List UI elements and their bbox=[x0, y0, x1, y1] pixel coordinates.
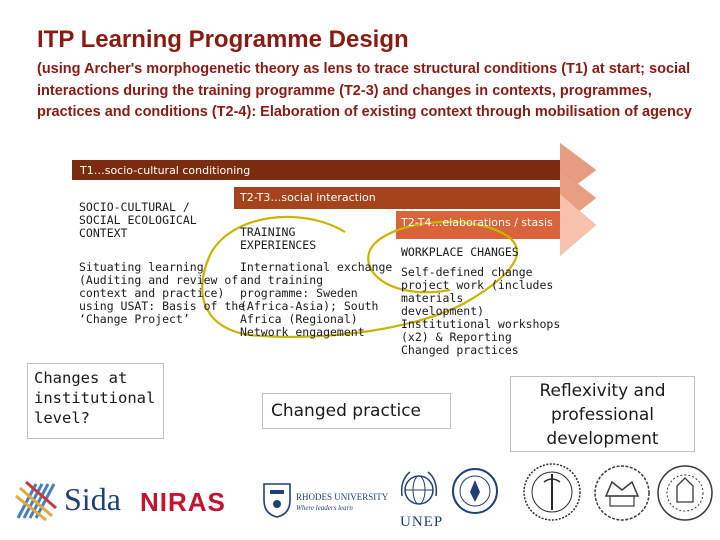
t24-label: T2-T4…elaborations / stasis bbox=[401, 216, 553, 229]
t1-label: T1…socio-cultural conditioning bbox=[80, 164, 251, 177]
col2-heading: TRAINING EXPERIENCES bbox=[240, 225, 317, 252]
sida-wordmark: Sida bbox=[64, 481, 121, 517]
rhodes-logo bbox=[262, 478, 392, 528]
col1-heading: SOCIO-CULTURAL / SOCIAL ECOLOGICAL CONTEXT bbox=[79, 200, 197, 240]
col1-body: Situating learning (Auditing and review of context and practice) using USAT: Basis of the ‘Change Project’ bbox=[79, 260, 246, 326]
rhodes-crest-icon bbox=[262, 482, 292, 518]
seal-emblem-icon bbox=[655, 460, 715, 526]
university-seal-4 bbox=[655, 460, 715, 530]
changed-practice-box bbox=[262, 393, 451, 429]
university-seal-3 bbox=[592, 460, 652, 530]
page-title: ITP Learning Programme Design bbox=[37, 26, 409, 53]
seal-circle-icon bbox=[450, 466, 500, 516]
unep-emblem-icon bbox=[398, 466, 440, 514]
rhodes-wordmark: RHODES UNIVERSITY bbox=[296, 492, 389, 502]
col3-heading: WORKPLACE CHANGES bbox=[401, 245, 519, 259]
rhodes-motto: Where leaders learn bbox=[296, 504, 353, 512]
unep-wordmark: UNEP bbox=[400, 514, 444, 530]
institutional-box: Changes at institutional level? bbox=[27, 363, 164, 439]
col3-body: Self-defined change project work (includes materials development) Institutional workshops (x2) & Reporting Changed practices bbox=[401, 265, 561, 357]
seal-crown-icon bbox=[592, 460, 652, 526]
page-subtitle: (using Archer's morphogenetic theory as lens to trace structural conditions (T1) at start; social interactions during the training programme (T2-3) and changes in contexts, programmes, practices and conditions (T2-4): Elaboration of existing context through mobilisation of agency bbox=[37, 61, 692, 120]
reflexivity-box: Reflexivity and professional development bbox=[510, 376, 695, 452]
seal-crest-icon bbox=[520, 460, 584, 524]
sida-logo bbox=[14, 478, 139, 526]
changed-practice-label: Changed practice bbox=[271, 401, 422, 421]
t23-label: T2-T3…social interaction bbox=[240, 191, 376, 204]
niras-logo: NIRAS bbox=[140, 487, 226, 517]
col2-body: International exchange and training programme: Sweden (Africa-Asia); South Africa (Regional) Network engagement bbox=[240, 260, 393, 339]
unep-logo bbox=[398, 466, 444, 536]
university-seal-1 bbox=[450, 466, 500, 520]
university-seal-2 bbox=[520, 460, 584, 528]
